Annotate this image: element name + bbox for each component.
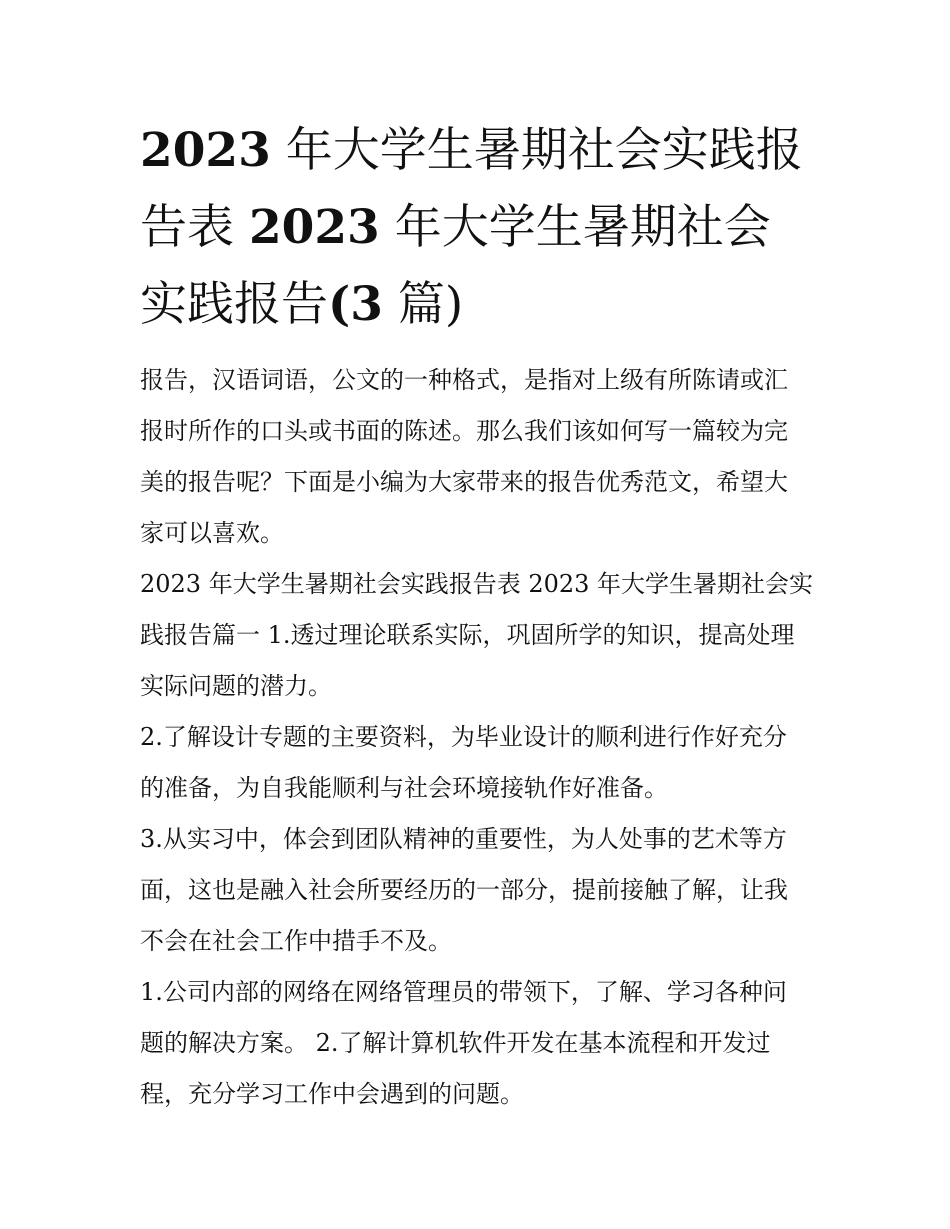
document-title (140, 112, 820, 343)
text-line: 2023 年大学生暑期社会实践报告表 2023 年大学生暑期社会实 (140, 570, 814, 598)
section-heading-paragraph (140, 559, 820, 712)
text-line: 不会在社会工作中措手不及。 (140, 927, 452, 955)
text-line: 美的报告呢？下面是小编为大家带来的报告优秀范文，希望大 (140, 468, 788, 496)
intro-paragraph (140, 355, 820, 559)
text-line: 实际问题的潜力。 (140, 672, 332, 700)
text-line: 面，这也是融入社会所要经历的一部分，提前接触了解，让我 (140, 876, 788, 904)
document-body (140, 355, 820, 1120)
list-paragraph (140, 967, 820, 1120)
text-line: 3.从实习中，体会到团队精神的重要性，为人处事的艺术等方 (140, 825, 787, 853)
text-line: 1.公司内部的网络在网络管理员的带领下，了解、学习各种问 (140, 978, 787, 1006)
text-line: 2.了解设计专题的主要资料，为毕业设计的顺利进行作好充分 (140, 723, 787, 751)
title-line: 实践报告(3 篇) (140, 277, 464, 332)
text-line: 的准备，为自我能顺利与社会环境接轨作好准备。 (140, 774, 668, 802)
text-line: 家可以喜欢。 (140, 519, 284, 547)
title-line: 2023 年大学生暑期社会实践报 (140, 123, 803, 178)
list-paragraph (140, 814, 820, 967)
text-line: 报告，汉语词语，公文的一种格式，是指对上级有所陈请或汇 (140, 366, 788, 394)
text-line: 践报告篇一 1.透过理论联系实际，巩固所学的知识，提高处理 (140, 621, 795, 649)
text-line: 程，充分学习工作中会遇到的问题。 (140, 1080, 524, 1108)
list-paragraph (140, 712, 820, 814)
title-line: 告表 2023 年大学生暑期社会 (140, 200, 771, 255)
text-line: 题的解决方案。 2.了解计算机软件开发在基本流程和开发过 (140, 1029, 771, 1057)
text-line: 报时所作的口头或书面的陈述。那么我们该如何写一篇较为完 (140, 417, 788, 445)
